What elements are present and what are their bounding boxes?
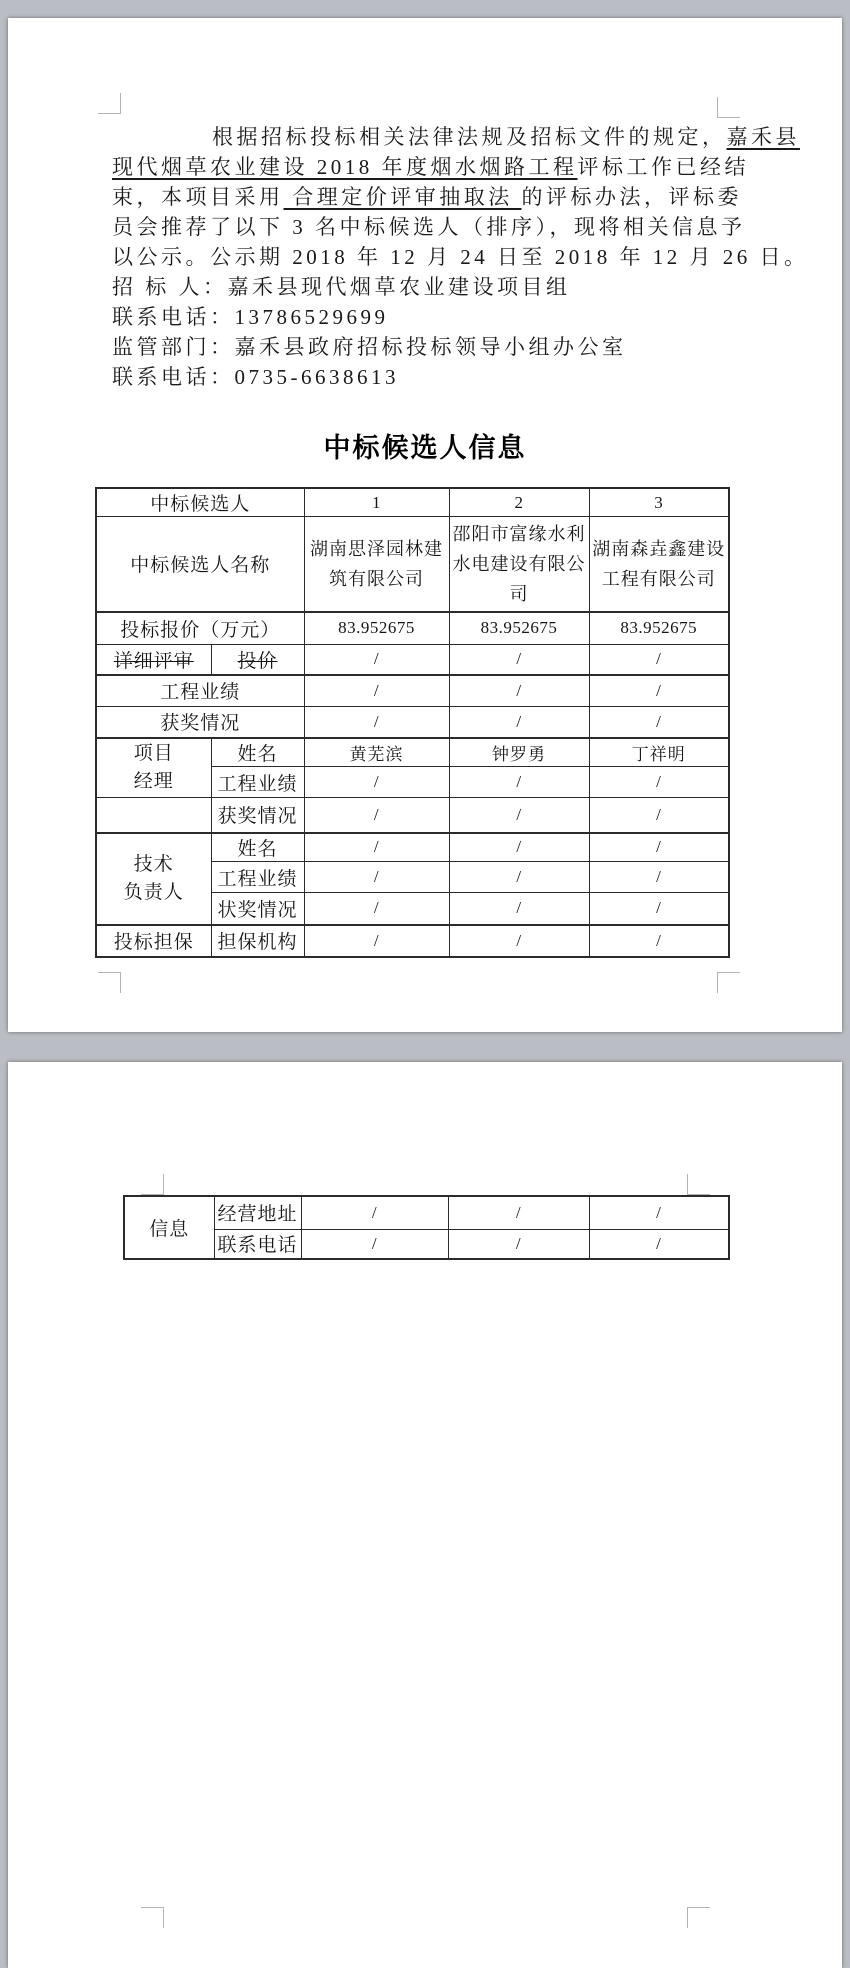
cell-value: /: [449, 707, 589, 738]
cell-candidate-name-label: 中标候选人名称: [96, 517, 304, 612]
cell-rank-3: 3: [589, 488, 729, 517]
cell-award-label: 获奖情况: [211, 798, 304, 833]
cell-value: /: [589, 798, 729, 833]
cell-bid-price-3: 83.952675: [589, 612, 729, 645]
cell-candidate-header: 中标候选人: [96, 488, 304, 517]
cell-value: /: [589, 893, 729, 925]
cell-contact-phone-label: 联系电话: [214, 1229, 301, 1259]
cell-value: /: [449, 893, 589, 925]
cell-project-record-label: 工程业绩: [211, 767, 304, 798]
page-1: [8, 18, 842, 1032]
margin-corner-mark: [98, 93, 121, 114]
cell-guarantee-org-label: 担保机构: [211, 925, 304, 957]
cell-value: /: [589, 675, 729, 707]
cell-value: /: [301, 1196, 448, 1229]
paragraph-line: 以公示。公示期 2018 年 12 月 24 日至 2018 年 12 月 26 日。: [112, 245, 809, 269]
cell-value: /: [589, 767, 729, 798]
cell-award-label: 获奖情况: [96, 707, 304, 738]
cell-value: /: [449, 833, 589, 862]
body-paragraph: [112, 122, 812, 392]
supervision-dept-line: 监管部门：嘉禾县政府招标投标领导小组办公室: [112, 335, 627, 359]
page-2: [8, 1062, 842, 1968]
cell-project-record-label: 工程业绩: [211, 862, 304, 893]
cell-value: /: [304, 925, 449, 957]
cell-value: /: [304, 862, 449, 893]
cell-empty-group: [96, 798, 211, 833]
cell-name-label: 姓名: [211, 738, 304, 767]
cell-value: /: [589, 1229, 729, 1259]
cell-tech-lead-label: 技术 负责人: [96, 833, 211, 925]
cell-bid-price-1: 83.952675: [304, 612, 449, 645]
tenderer-line: 招 标 人：嘉禾县现代烟草农业建设项目组: [112, 275, 571, 299]
supervision-phone-line: 联系电话：0735-6638613: [112, 365, 399, 389]
section-title: 中标候选人信息: [323, 433, 527, 463]
margin-corner-mark: [687, 1907, 710, 1928]
cell-value: /: [304, 893, 449, 925]
margin-corner-mark: [687, 1174, 710, 1195]
cell-name-label: 姓名: [211, 833, 304, 862]
cell-quote-3: /: [589, 645, 729, 675]
cell-value: /: [304, 707, 449, 738]
cell-value: /: [589, 925, 729, 957]
cell-company-2: 邵阳市富缘水利水电建设有限公司: [449, 517, 589, 612]
cell-value: /: [589, 1196, 729, 1229]
cell-value: /: [304, 798, 449, 833]
cell-manager-name-2: 钟罗勇: [449, 738, 589, 767]
cell-value: /: [589, 862, 729, 893]
cell-quote-label: 投价: [211, 645, 304, 675]
cell-value: /: [449, 798, 589, 833]
margin-corner-mark: [98, 972, 121, 993]
cell-value: /: [448, 1229, 589, 1259]
paragraph-line: 员会推荐了以下 3 名中标候选人（排序），现将相关信息予: [112, 215, 746, 239]
cell-value: /: [304, 767, 449, 798]
cell-bid-price-2: 83.952675: [449, 612, 589, 645]
cell-quote-1: /: [304, 645, 449, 675]
margin-corner-mark: [717, 972, 740, 993]
cell-project-record-label: 工程业绩: [96, 675, 304, 707]
cell-award-label: 状奖情况: [211, 893, 304, 925]
cell-manager-name-3: 丁祥明: [589, 738, 729, 767]
paragraph-line: 束，本项目采用 合理定价评审抽取法 的评标办法，评标委: [112, 185, 742, 209]
cell-rank-1: 1: [304, 488, 449, 517]
cell-company-3: 湖南森垚鑫建设工程有限公司: [589, 517, 729, 612]
cell-bid-price-label: 投标报价（万元）: [96, 612, 304, 645]
cell-value: /: [449, 675, 589, 707]
margin-corner-mark: [141, 1907, 164, 1928]
cell-project-manager-label: 项目 经理: [96, 738, 211, 798]
candidate-info-continued-table: [123, 1195, 730, 1260]
cell-info-group-label: 信息: [124, 1196, 214, 1259]
paragraph-line: 根据招标投标相关法律法规及招标文件的规定，嘉禾县: [212, 125, 800, 149]
cell-value: /: [301, 1229, 448, 1259]
cell-manager-name-1: 黄芜滨: [304, 738, 449, 767]
cell-value: /: [589, 707, 729, 738]
cell-company-1: 湖南思泽园林建筑有限公司: [304, 517, 449, 612]
cell-value: /: [449, 862, 589, 893]
margin-corner-mark: [141, 1174, 164, 1195]
contact-phone-line: 联系电话：13786529699: [112, 305, 389, 329]
cell-detail-review-label: 详细评审: [96, 645, 211, 675]
cell-value: /: [449, 767, 589, 798]
bid-candidates-table: [95, 487, 730, 958]
cell-value: /: [449, 925, 589, 957]
cell-quote-2: /: [449, 645, 589, 675]
cell-value: /: [589, 833, 729, 862]
cell-value: /: [448, 1196, 589, 1229]
cell-bid-bond-label: 投标担保: [96, 925, 211, 957]
cell-value: /: [304, 833, 449, 862]
cell-value: /: [304, 675, 449, 707]
cell-business-address-label: 经营地址: [214, 1196, 301, 1229]
margin-corner-mark: [717, 97, 740, 118]
cell-rank-2: 2: [449, 488, 589, 517]
paragraph-line: 现代烟草农业建设 2018 年度烟水烟路工程评标工作已经结: [112, 155, 749, 179]
